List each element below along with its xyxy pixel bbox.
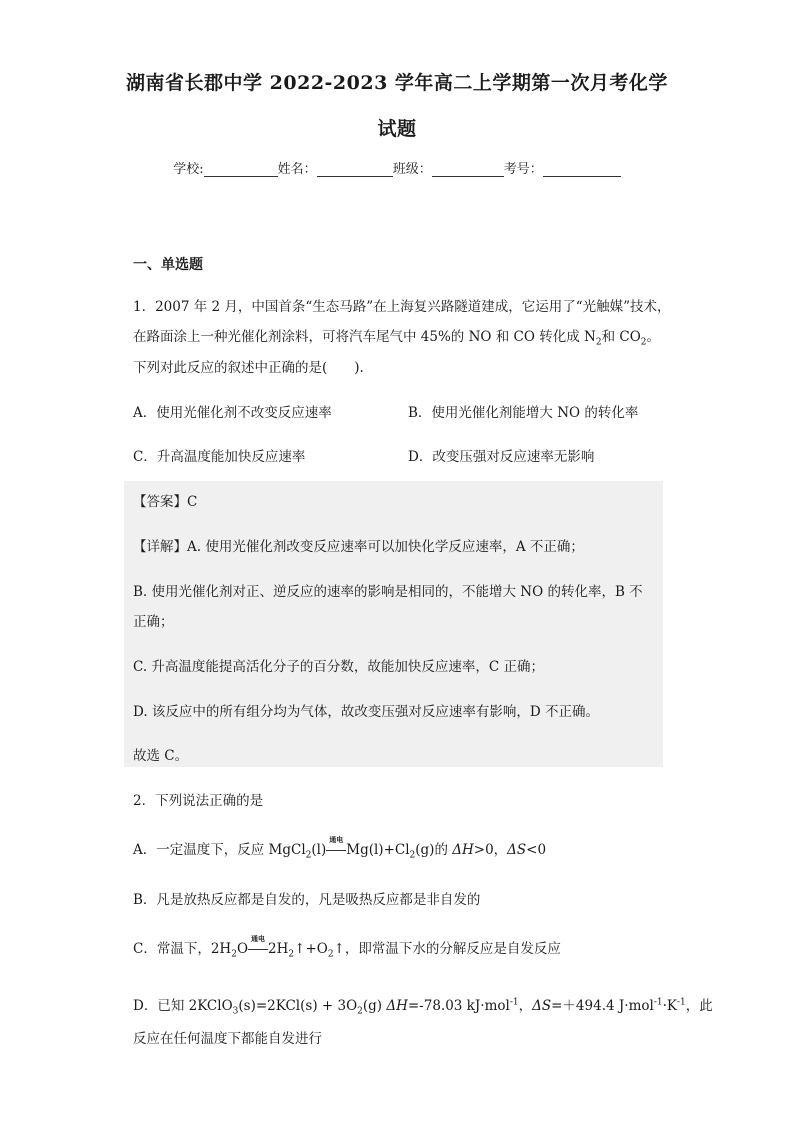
school-label: 学校: [173, 162, 204, 177]
answer-analysis-box [124, 481, 663, 767]
section-heading: 一、单选题 [133, 257, 203, 273]
exam-title-line2: 试题 [377, 118, 417, 140]
q2-option-d[interactable]: D．已知 2KClO$_3$(s)=2KCl(s) + $3O_2(g)$ ΔH=-78.03 kJ·mol$^{-1}$，ΔS=＋494.4 $J\cdot mol^{-1}\cdot K^{-1}$，此 [133, 997, 713, 1017]
q1-stem-line1: 1．2007 年 2 月，中国首条“生态马路”在上海复兴路隧道建成，它运用了“光触媒”技术， [133, 299, 671, 315]
name-label: 姓名： [277, 162, 317, 177]
q1-answer: 【答案】C [133, 494, 198, 510]
student-info-row [0, 158, 794, 177]
q1-option-c[interactable]: C．升高温度能加快反应速率 [133, 449, 306, 465]
electrolysis-condition-arrow: 通电 [248, 941, 268, 957]
q1-detail-a: 【详解】A. 使用光催化剂改变反应速率可以加快化学反应速率，A 不正确； [133, 539, 584, 555]
q2-option-a[interactable]: A．一定温度下，反应 MgCl$_2$(l) 通电 $Mg(l)+Cl_2(g)$的 ΔH>0，ΔS<0 [133, 835, 547, 861]
q1-option-d[interactable]: D．改变压强对反应速率无影响 [408, 449, 595, 465]
class-label: 班级： [392, 162, 432, 177]
q1-option-b[interactable]: B．使用光催化剂能增大 NO 的转化率 [408, 405, 639, 421]
q2-option-c[interactable]: C．常温下，$2H_2O$ 通电 $2H_2↑+O_2↑$，即常温下水的分解反应是自发反应 [133, 934, 561, 960]
q1-option-a[interactable]: A．使用光催化剂不改变反应速率 [133, 405, 332, 421]
q1-detail-d: D. 该反应中的所有组分均为气体，故改变压强对反应速率有影响，D 不正确。 [133, 704, 600, 720]
electrolysis-condition-arrow: 通电 [326, 842, 346, 858]
class-blank[interactable] [432, 162, 504, 177]
q1-detail-b-cont: 正确； [133, 614, 174, 630]
q1-stem-line3: 下列对此反应的叙述中正确的是( ). [133, 360, 364, 376]
school-blank[interactable] [204, 162, 278, 177]
q2-option-b[interactable]: B．凡是放热反应都是自发的，凡是吸热反应都是非自发的 [133, 892, 481, 908]
name-blank[interactable] [317, 162, 393, 177]
q1-detail-c: C. 升高温度能提高活化分子的百分数，故能加快反应速率，C 正确； [133, 659, 545, 675]
q1-detail-b: B. 使用光催化剂对正、逆反应的速率的影响是相同的，不能增大 NO 的转化率，B 不 [133, 584, 643, 600]
q1-conclusion: 故选 C。 [133, 748, 189, 764]
q2-stem: 2．下列说法正确的是 [133, 793, 264, 809]
number-blank[interactable] [543, 162, 621, 177]
exam-title: 湖南省长郡中学 2022-2023 学年高二上学期第一次月考化学 [126, 72, 668, 94]
number-label: 考号： [503, 162, 543, 177]
q1-stem-line2: 在路面涂上一种光催化剂涂料，可将汽车尾气中 45%的 NO 和 CO 转化成 $N_2$和 $CO_2$。 [133, 329, 661, 348]
q2-option-d-cont: 反应在任何温度下都能自发进行 [133, 1031, 322, 1047]
